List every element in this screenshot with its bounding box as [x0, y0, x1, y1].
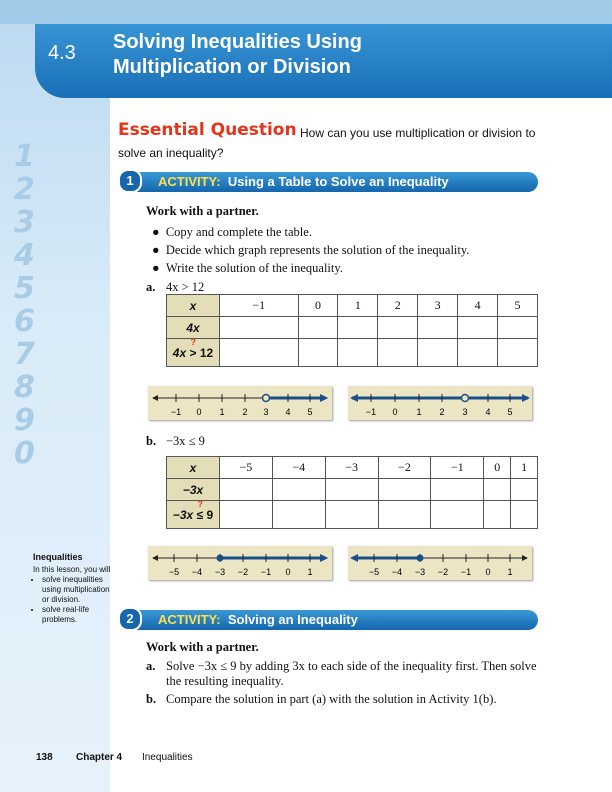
tick-label: −1	[365, 407, 377, 417]
activity1-keyword: ACTIVITY:	[158, 174, 221, 189]
table-cell: 1	[338, 295, 378, 317]
table-cell	[378, 479, 431, 501]
tick-label: 1	[507, 567, 513, 577]
sidebar-digit: 1	[14, 139, 35, 174]
symbol: ≤	[196, 507, 204, 522]
tick-label: 0	[285, 567, 291, 577]
activity1-title	[158, 174, 449, 189]
table-row	[167, 479, 538, 501]
symbol: >	[189, 345, 197, 360]
tick-label: −2	[237, 567, 249, 577]
table-cell: 0	[484, 457, 511, 479]
activity2-a-text: Solve −3x ≤ 9 by adding 3x to each side of the inequality first. Then solve	[166, 659, 537, 673]
table-cell	[298, 317, 338, 339]
bullet-text: Decide which graph represents the solution of the inequality.	[165, 243, 470, 257]
page-number: 138	[36, 752, 53, 763]
bullet-text: Copy and complete the table.	[165, 225, 312, 239]
table-cell	[220, 339, 299, 367]
table-cell: −1	[220, 295, 299, 317]
table-row	[167, 457, 538, 479]
row3-right: 9	[206, 507, 214, 522]
activity1-bullet: ● Decide which graph represents the solution of the inequality.	[152, 243, 470, 257]
table-cell	[498, 339, 538, 367]
activity1-bullet: ● Copy and complete the table.	[152, 225, 312, 239]
margin-note	[33, 565, 113, 625]
tick-label: 3	[263, 407, 269, 417]
table-cell: 2	[378, 295, 418, 317]
activity2-intro: Work with a partner.	[146, 640, 259, 654]
activity2-b-letter: b.	[146, 692, 157, 706]
tick-label: 0	[392, 407, 398, 417]
table-header-cell: x	[167, 295, 220, 317]
question-mark: ?	[197, 498, 204, 509]
question-mark: ?	[190, 336, 196, 347]
row3-left: −3x	[172, 507, 194, 522]
margin-note-intro: In this lesson, you will	[33, 565, 111, 574]
table-cell	[325, 479, 378, 501]
table-header-cell: −3x	[167, 479, 220, 501]
lesson-number: 4.3	[48, 42, 76, 64]
table-cell	[511, 479, 538, 501]
sidebar-digit: 5	[14, 271, 35, 306]
table-cell	[272, 479, 325, 501]
row3-right: 12	[199, 345, 214, 360]
table-cell	[418, 317, 458, 339]
tick-label: 4	[485, 407, 491, 417]
sidebar-digit: 0	[14, 436, 35, 471]
table-cell	[325, 501, 378, 529]
sidebar-digit: 9	[14, 403, 35, 438]
sidebar-digit: 6	[14, 304, 35, 339]
lesson-title-line2: Multiplication or Division	[113, 56, 351, 78]
table-cell	[484, 501, 511, 529]
activity2-a-text-cont: the resulting inequality.	[166, 674, 284, 688]
part-a-inequality: 4x > 12	[166, 280, 205, 294]
activity2-a-letter: a.	[146, 659, 156, 673]
part-a-letter: a.	[146, 280, 156, 294]
bullet-text: Write the solution of the inequality.	[165, 261, 343, 275]
part-b-inequality: −3x ≤ 9	[166, 434, 205, 448]
number-line-svg	[348, 386, 532, 420]
table-row	[167, 339, 538, 367]
tick-label: −1	[170, 407, 182, 417]
table-cell	[338, 339, 378, 367]
footer-chapter-name: Inequalities	[142, 752, 193, 763]
tick-label: −4	[391, 567, 403, 577]
sidebar-digit: 8	[14, 370, 35, 405]
tick-label: 1	[307, 567, 313, 577]
table-cell: −5	[220, 457, 273, 479]
table-cell: 0	[298, 295, 338, 317]
essential-question-text: How can you use multiplication or division to	[300, 126, 536, 140]
tick-label: 3	[462, 407, 468, 417]
row3-symbol	[189, 336, 197, 360]
tick-label: 5	[507, 407, 513, 417]
table-cell	[431, 501, 484, 529]
table-header-cell	[167, 498, 220, 529]
table-a	[166, 294, 538, 367]
tick-label: −3	[414, 567, 426, 577]
sidebar-digits	[14, 140, 74, 470]
tick-label: 0	[196, 407, 202, 417]
tick-label: 5	[307, 407, 313, 417]
tick-label: −2	[437, 567, 449, 577]
table-cell: −1	[431, 457, 484, 479]
table-cell	[511, 501, 538, 529]
part-b-letter: b.	[146, 434, 157, 448]
number-line-b1	[148, 546, 332, 580]
margin-note-title: Inequalities	[33, 552, 83, 562]
activity1-title-text: Using a Table to Solve an Inequality	[227, 174, 449, 189]
table-cell	[220, 479, 273, 501]
margin-note-list	[33, 575, 113, 625]
row3-symbol	[196, 498, 204, 522]
table-cell	[378, 501, 431, 529]
activity2-keyword: ACTIVITY:	[158, 612, 221, 627]
tick-label: −1	[260, 567, 272, 577]
footer-chapter: Chapter 4	[76, 752, 123, 763]
table-cell: 3	[418, 295, 458, 317]
table-cell	[378, 317, 418, 339]
activity2-title	[158, 612, 358, 627]
list-item: • solve inequalities using multiplication or division.	[42, 575, 113, 605]
list-item: • solve real-life problems.	[42, 605, 113, 625]
activity1-number: 1	[118, 169, 142, 193]
tick-label: −5	[368, 567, 380, 577]
tick-label: −3	[214, 567, 226, 577]
table-cell	[220, 501, 273, 529]
essential-question-label: Essential Question	[118, 120, 297, 140]
table-cell	[298, 339, 338, 367]
table-cell: 4	[458, 295, 498, 317]
table-cell	[418, 339, 458, 367]
table-header-cell	[167, 336, 220, 367]
row3-left: 4x	[172, 345, 187, 360]
table-cell	[484, 479, 511, 501]
table-row	[167, 295, 538, 317]
number-line-a1	[148, 386, 332, 420]
table-cell: 1	[511, 457, 538, 479]
table-header-cell: x	[167, 457, 220, 479]
tick-label: 1	[219, 407, 225, 417]
table-row	[167, 501, 538, 529]
table-cell	[431, 479, 484, 501]
table-cell	[458, 317, 498, 339]
sidebar-digit: 3	[14, 205, 35, 240]
table-cell: 5	[498, 295, 538, 317]
tick-label: −4	[191, 567, 203, 577]
table-cell	[272, 501, 325, 529]
table-cell	[220, 317, 299, 339]
lesson-title-line1: Solving Inequalities Using	[113, 31, 362, 53]
tick-label: −5	[168, 567, 180, 577]
tick-label: 2	[242, 407, 248, 417]
table-cell	[458, 339, 498, 367]
activity2-b-text: Compare the solution in part (a) with the solution in Activity 1(b).	[166, 692, 497, 706]
number-line-a2	[348, 386, 532, 420]
tick-label: 1	[416, 407, 422, 417]
left-sidebar-band	[0, 0, 110, 792]
tick-label: 0	[485, 567, 491, 577]
sidebar-digit: 4	[14, 238, 35, 273]
activity2-number: 2	[118, 607, 142, 631]
table-cell	[338, 317, 378, 339]
table-cell: −3	[325, 457, 378, 479]
table-cell: −4	[272, 457, 325, 479]
essential-question-text-cont: solve an inequality?	[118, 146, 224, 160]
sidebar-digit: 7	[14, 337, 35, 372]
activity1-intro: Work with a partner.	[146, 204, 259, 218]
activity1-bullet: ● Write the solution of the inequality.	[152, 261, 343, 275]
table-cell: −2	[378, 457, 431, 479]
tick-label: −1	[460, 567, 472, 577]
tick-label: 2	[439, 407, 445, 417]
tick-label: 4	[285, 407, 291, 417]
sidebar-digit: 2	[14, 172, 35, 207]
number-line-b2	[348, 546, 532, 580]
table-cell	[498, 317, 538, 339]
table-header-cell: 4x	[167, 317, 220, 339]
table-b	[166, 456, 538, 529]
table-cell	[378, 339, 418, 367]
activity2-title-text: Solving an Inequality	[227, 612, 358, 627]
number-line-svg	[148, 386, 332, 420]
table-row	[167, 317, 538, 339]
lesson-title	[113, 30, 362, 80]
number-line-svg	[348, 546, 532, 580]
number-line-svg	[148, 546, 332, 580]
